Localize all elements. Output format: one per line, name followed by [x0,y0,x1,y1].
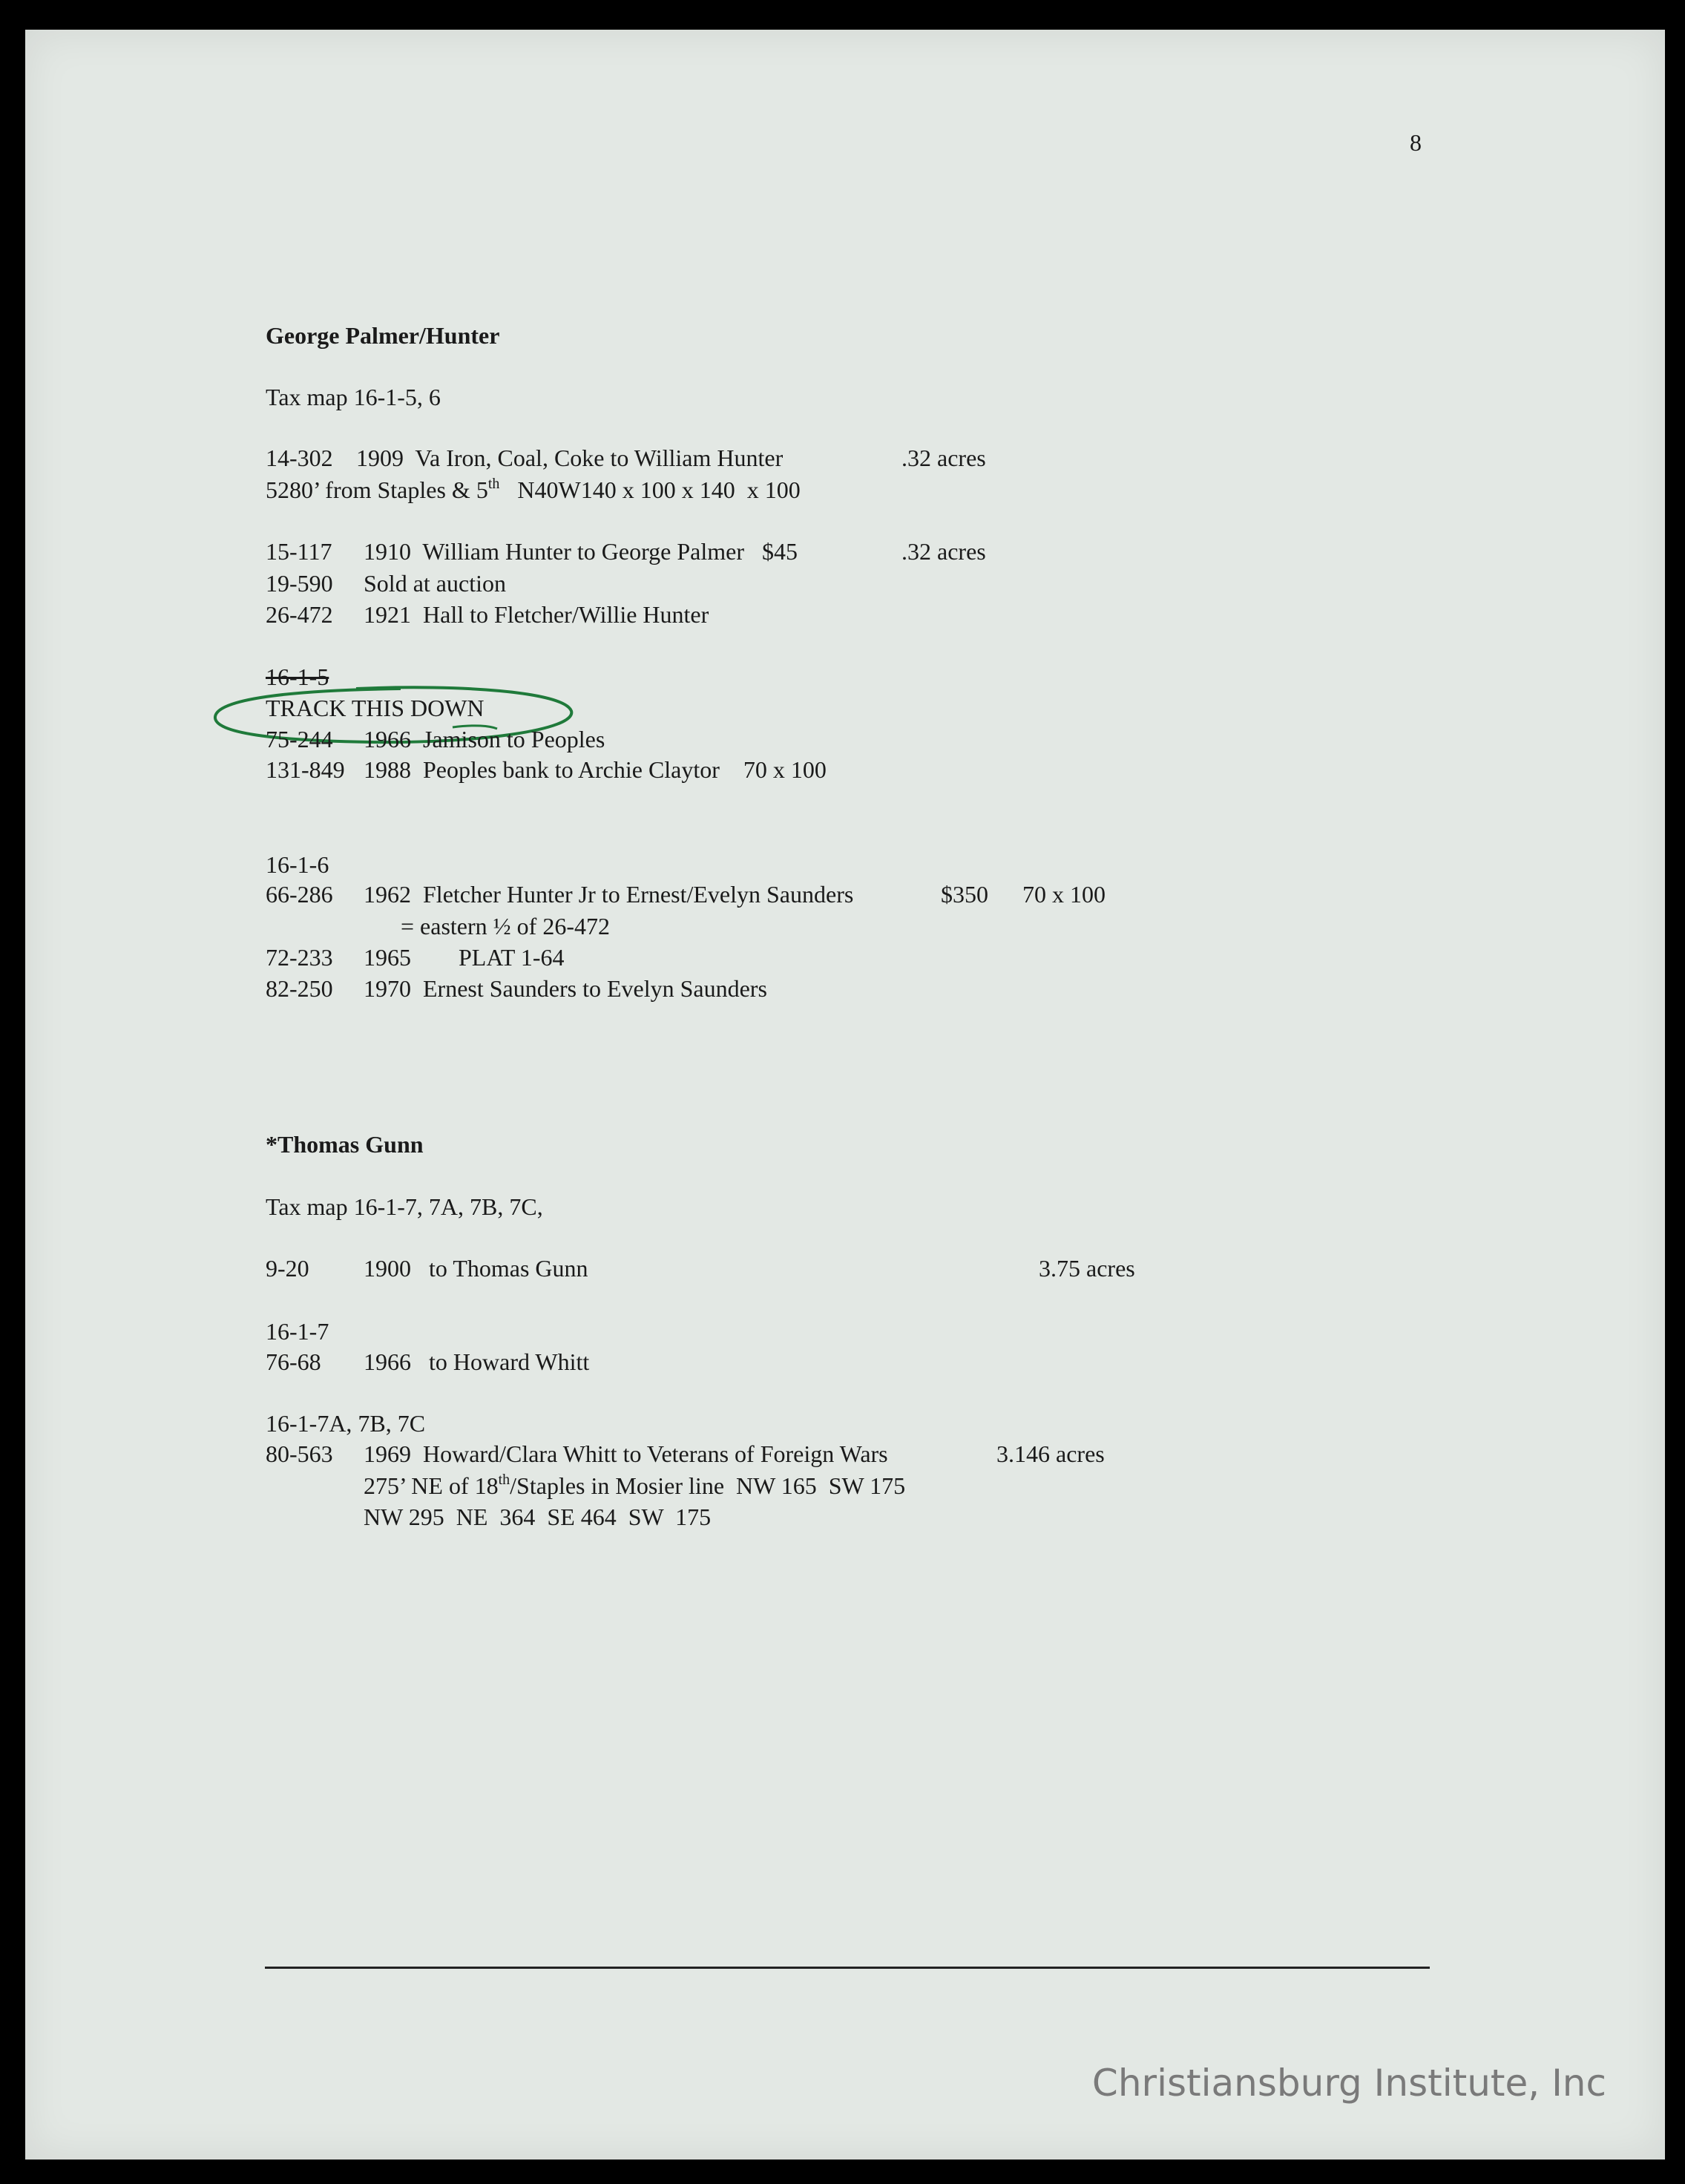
record-text: 1921 Hall to Fletcher/Willie Hunter [364,601,709,628]
record-text: 1962 Fletcher Hunter Jr to Ernest/Evelyn Saunders [364,881,854,908]
record-text: 1900 to Thomas Gunn [364,1255,588,1282]
superscript: th [487,476,500,492]
record-ref: 66-286 [266,881,333,908]
handwritten-note: TRACK THIS DOWN [266,695,485,721]
record-detail: = eastern ½ of 26-472 [401,913,610,939]
section-title-palmer-hunter: George Palmer/Hunter [266,322,500,349]
footer-rule [265,1967,1430,1969]
record-ref: 15-117 [266,538,332,565]
record-text: 1909 Va Iron, Coal, Coke to William Hunter [356,445,784,471]
record-ref: 82-250 [266,975,333,1002]
record-acres: .32 acres [901,538,986,565]
watermark: Christiansburg Institute, Inc [1091,2062,1606,2105]
subparcel-label: 16-1-7A, 7B, 7C [266,1410,426,1437]
record-ref: 72-233 [266,944,333,971]
record-detail: NW 295 NE 364 SE 464 SW 175 [364,1503,712,1530]
record-ref: 9-20 [266,1255,309,1282]
record-ref: 14-302 [266,445,333,471]
superscript: th [498,1472,510,1488]
record-detail [364,1472,905,1500]
record-dimensions: 70 x 100 [1022,881,1106,908]
record-ref: 80-563 [266,1440,333,1467]
subparcel-label: 16-1-7 [266,1318,329,1345]
record-price: $350 [941,881,988,908]
tax-map-line: Tax map 16-1-5, 6 [266,384,441,410]
record-text: 1970 Ernest Saunders to Evelyn Saunders [364,975,767,1002]
record-text: 1966 Jamison to Peoples [364,726,605,752]
record-acres: 3.75 acres [1039,1255,1135,1282]
section-title-thomas-gunn: *Thomas Gunn [266,1131,424,1158]
page-number: 8 [1410,129,1422,156]
record-ref: 26-472 [266,601,333,628]
tax-map-line: Tax map 16-1-7, 7A, 7B, 7C, [266,1193,543,1220]
record-ref: 19-590 [266,570,333,597]
record-text: 1910 William Hunter to George Palmer $45 [364,538,798,565]
record-detail-text: 5280’ from Staples & 5 [266,476,488,503]
record-text: 1966 to Howard Whitt [364,1348,590,1375]
record-detail [266,476,801,504]
record-ref: 131-849 [266,756,345,783]
record-acres: .32 acres [901,445,986,471]
record-text: Sold at auction [364,570,506,597]
record-text: 1988 Peoples bank to Archie Claytor 70 x 100 [364,756,827,783]
record-text: 1965 PLAT 1-64 [364,944,565,971]
record-ref: 76-68 [266,1348,321,1375]
record-detail-text: 275’ NE of 18 [364,1472,499,1499]
record-detail-text: /Staples in Mosier line NW 165 SW 175 [510,1472,906,1499]
subparcel-label: 16-1-5 [266,663,329,690]
record-detail-text: N40W140 x 100 x 140 x 100 [499,476,801,503]
record-ref: 75-244 [266,726,333,752]
record-text: 1969 Howard/Clara Whitt to Veterans of Foreign Wars [364,1440,888,1467]
record-acres: 3.146 acres [996,1440,1105,1467]
subparcel-label: 16-1-6 [266,851,329,878]
